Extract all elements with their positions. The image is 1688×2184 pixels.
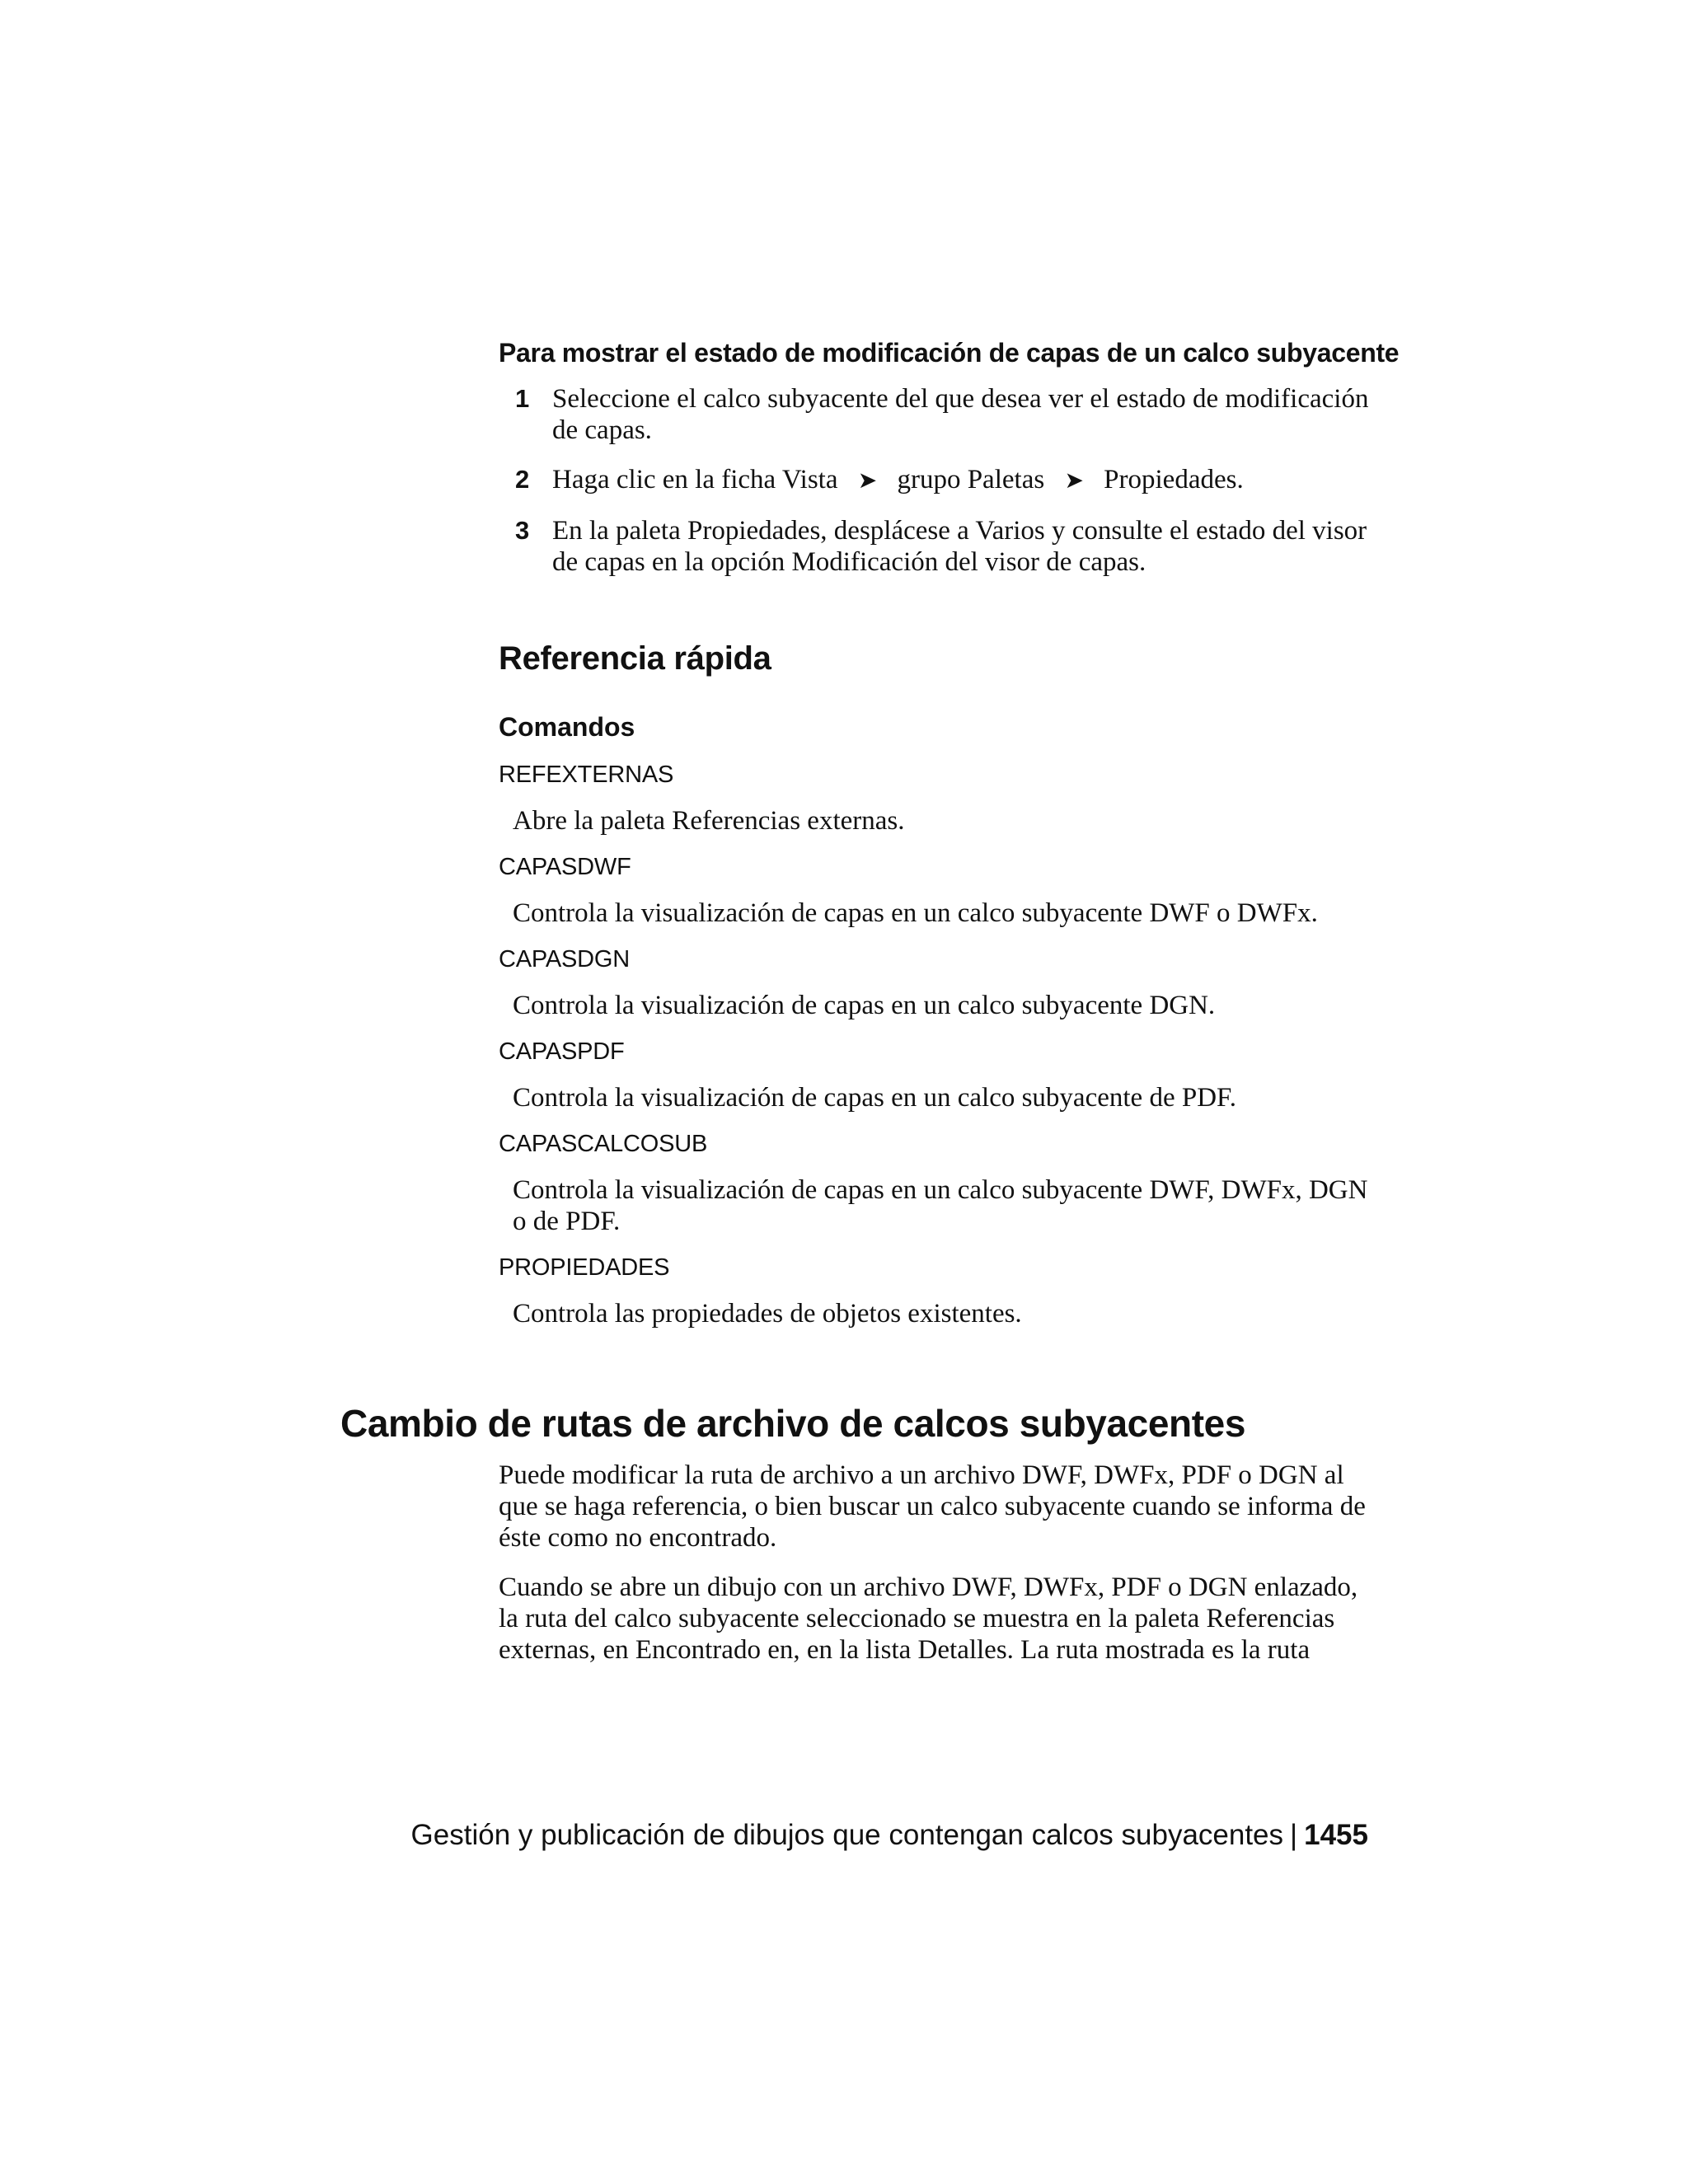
command-description: Controla la visualización de capas en un calco subyacente DWF o DWFx. [513,898,1318,928]
step-number: 1 [515,384,530,413]
procedure-steps [499,383,1372,596]
page-footer [411,1819,1368,1852]
step-2 [499,464,1372,497]
step-2-part-group: grupo Paletas [897,465,1045,494]
arrow-right-icon: ➤ [857,468,878,494]
command-description: Controla la visualización de capas en un calco subyacente de PDF. [513,1083,1236,1113]
section-title: Cambio de rutas de archivo de calcos subyacentes [340,1402,1246,1445]
footer-separator: | [1290,1819,1298,1851]
step-2-part-tab: Haga clic en la ficha Vista [552,465,838,494]
step-number: 2 [515,465,530,494]
command-description: Controla la visualización de capas en un calco subyacente DWF, DWFx, DGN o de PDF. [513,1175,1368,1236]
command-description: Controla la visualización de capas en un calco subyacente DGN. [513,991,1216,1020]
command-name: REFEXTERNAS [499,762,674,788]
page-number: 1455 [1304,1819,1368,1851]
command-name: CAPASDWF [499,854,631,880]
commands-heading: Comandos [499,712,635,742]
command-description: Abre la paleta Referencias externas. [513,806,905,836]
command-name: PROPIEDADES [499,1254,670,1281]
step-number: 3 [515,516,530,545]
command-name: CAPASCALCOSUB [499,1131,708,1157]
procedure-heading: Para mostrar el estado de modificación de capas de un calco subyacente [499,338,1400,368]
body-paragraph: Puede modificar la ruta de archivo a un archivo DWF, DWFx, PDF o DGN al que se haga referencia, o bien buscar un calco subyacente cuando se informa de éste como no encontrado. [499,1460,1366,1553]
section-body [499,1460,1372,1684]
command-name: CAPASDGN [499,946,631,972]
footer-chapter-title: Gestión y publicación de dibujos que contengan calcos subyacentes [410,1819,1284,1851]
step-text: Seleccione el calco subyacente del que desea ver el estado de modificación de capas. [552,384,1369,445]
step-3 [499,515,1372,578]
quick-reference-title: Referencia rápida [499,640,771,677]
command-name: CAPASPDF [499,1038,625,1065]
step-2-part-command: Propiedades. [1104,465,1244,494]
step-text: En la paleta Propiedades, desplácese a Varios y consulte el estado del visor de capas en la opción Modificación del visor de capas. [552,516,1367,577]
commands-list [499,759,1376,1344]
step-1 [499,383,1372,446]
command-description: Controla las propiedades de objetos existentes. [513,1299,1022,1329]
body-paragraph: Cuando se abre un dibujo con un archivo DWF, DWFx, PDF o DGN enlazado, la ruta del calco subyacente seleccionado se muestra en la paleta Referencias externas, en Encontrado en, en la lista Detalles. La ruta mostrada es la ruta [499,1572,1358,1665]
arrow-right-icon: ➤ [1064,468,1084,494]
step-text [552,464,1372,497]
